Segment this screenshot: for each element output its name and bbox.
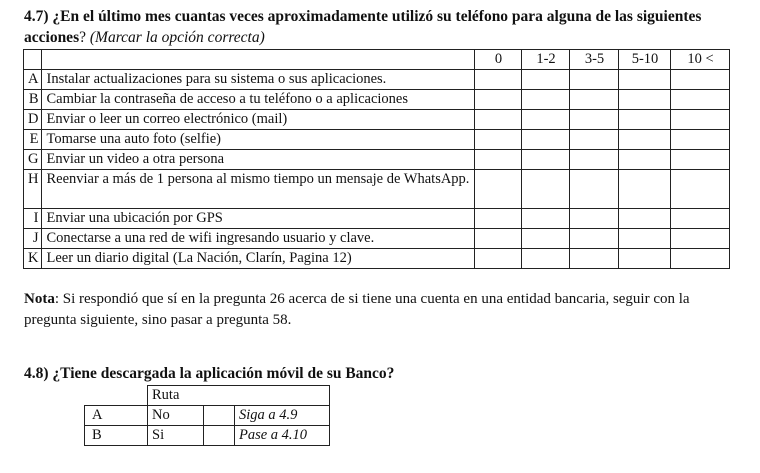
row-action: Cambiar la contraseña de acceso a tu teléfono o a aplicaciones (42, 90, 475, 110)
route-header-row (85, 386, 330, 406)
row-letter: K (24, 249, 42, 269)
answer-cell[interactable] (619, 110, 671, 130)
answer-cell[interactable] (570, 130, 619, 150)
answer-cell[interactable] (570, 209, 619, 229)
answer-cell[interactable] (522, 110, 570, 130)
route-letter: B (85, 426, 148, 446)
answer-cell[interactable] (671, 110, 730, 130)
freq-header: 5-10 (619, 50, 671, 70)
freq-header: 0 (475, 50, 522, 70)
answer-cell[interactable] (475, 229, 522, 249)
row-letter: J (24, 229, 42, 249)
table-row (24, 229, 730, 249)
freq-header: 10 < (671, 50, 730, 70)
answer-cell[interactable] (475, 150, 522, 170)
route-row (85, 426, 330, 446)
answer-cell[interactable] (475, 70, 522, 90)
note-paragraph (24, 289, 744, 331)
row-action: Leer un diario digital (La Nación, Clarín, Pagina 12) (42, 249, 475, 269)
answer-cell[interactable] (475, 170, 522, 209)
row-action: Reenviar a más de 1 persona al mismo tiempo un mensaje de WhatsApp. (42, 170, 475, 209)
row-letter: A (24, 70, 42, 90)
table-row (24, 170, 730, 209)
route-instruction: Pase a 4.10 (235, 426, 330, 446)
row-letter: H (24, 170, 42, 209)
route-table (84, 385, 330, 446)
answer-cell[interactable] (619, 209, 671, 229)
answer-cell[interactable] (570, 110, 619, 130)
answer-cell[interactable] (475, 90, 522, 110)
answer-cell[interactable] (570, 70, 619, 90)
table-row (24, 90, 730, 110)
row-letter: E (24, 130, 42, 150)
row-action: Enviar un video a otra persona (42, 150, 475, 170)
answer-cell[interactable] (671, 249, 730, 269)
question-tail: ? (79, 29, 86, 46)
row-letter: D (24, 110, 42, 130)
freq-header: 3-5 (570, 50, 619, 70)
answer-cell[interactable] (671, 150, 730, 170)
note-text: : Si respondió que sí en la pregunta 26 acerca de si tiene una cuenta en una entidad bancaria, seguir con la pregunta siguiente, sino pasar a pregunta 58. (24, 291, 690, 328)
table-row (24, 70, 730, 90)
answer-cell[interactable] (522, 170, 570, 209)
frequency-header-row (24, 50, 730, 70)
answer-cell[interactable] (522, 229, 570, 249)
answer-cell[interactable] (570, 150, 619, 170)
header-blank-letter (24, 50, 42, 70)
answer-cell[interactable] (619, 170, 671, 209)
question-4-8-title: 4.8) ¿Tiene descargada la aplicación móvil de su Banco? (24, 365, 395, 382)
header-blank-action (42, 50, 475, 70)
row-action: Instalar actualizaciones para su sistema o sus aplicaciones. (42, 70, 475, 90)
route-row (85, 406, 330, 426)
answer-cell[interactable] (619, 70, 671, 90)
answer-cell[interactable] (475, 249, 522, 269)
answer-cell[interactable] (619, 90, 671, 110)
answer-cell[interactable] (671, 70, 730, 90)
route-header: Ruta (148, 386, 330, 406)
question-text: ¿En el último mes cuantas veces aproximadamente utilizó su teléfono para alguna de las siguientes acciones (24, 8, 702, 46)
answer-cell[interactable] (475, 209, 522, 229)
row-letter: G (24, 150, 42, 170)
answer-cell[interactable] (671, 229, 730, 249)
table-row (24, 209, 730, 229)
table-row (24, 110, 730, 130)
answer-cell[interactable] (522, 150, 570, 170)
answer-cell[interactable] (570, 249, 619, 269)
freq-header: 1-2 (522, 50, 570, 70)
answer-cell[interactable] (522, 90, 570, 110)
table-row (24, 249, 730, 269)
route-mark-cell[interactable] (204, 406, 235, 426)
answer-cell[interactable] (619, 229, 671, 249)
row-letter: I (24, 209, 42, 229)
answer-cell[interactable] (619, 249, 671, 269)
answer-cell[interactable] (671, 90, 730, 110)
answer-cell[interactable] (570, 90, 619, 110)
answer-cell[interactable] (619, 130, 671, 150)
route-answer: Si (148, 426, 204, 446)
answer-cell[interactable] (475, 130, 522, 150)
answer-cell[interactable] (671, 209, 730, 229)
answer-cell[interactable] (522, 209, 570, 229)
answer-cell[interactable] (671, 130, 730, 150)
answer-cell[interactable] (619, 150, 671, 170)
route-header-blank (85, 386, 148, 406)
answer-cell[interactable] (522, 130, 570, 150)
answer-cell[interactable] (522, 70, 570, 90)
question-4-7-title (24, 6, 744, 48)
table-row (24, 130, 730, 150)
question-hint: (Marcar la opción correcta) (89, 29, 265, 46)
route-answer: No (148, 406, 204, 426)
answer-cell[interactable] (475, 110, 522, 130)
answer-cell[interactable] (671, 170, 730, 209)
note-label: Nota (24, 291, 55, 307)
row-action: Conectarse a una red de wifi ingresando usuario y clave. (42, 229, 475, 249)
row-action: Enviar una ubicación por GPS (42, 209, 475, 229)
table-row (24, 150, 730, 170)
answer-cell[interactable] (570, 170, 619, 209)
question-number: 4.7) (24, 8, 49, 25)
route-letter: A (85, 406, 148, 426)
row-action: Enviar o leer un correo electrónico (mail) (42, 110, 475, 130)
answer-cell[interactable] (570, 229, 619, 249)
row-action: Tomarse una auto foto (selfie) (42, 130, 475, 150)
route-mark-cell[interactable] (204, 426, 235, 446)
row-letter: B (24, 90, 42, 110)
answer-cell[interactable] (522, 249, 570, 269)
frequency-table (23, 49, 730, 269)
route-instruction: Siga a 4.9 (235, 406, 330, 426)
